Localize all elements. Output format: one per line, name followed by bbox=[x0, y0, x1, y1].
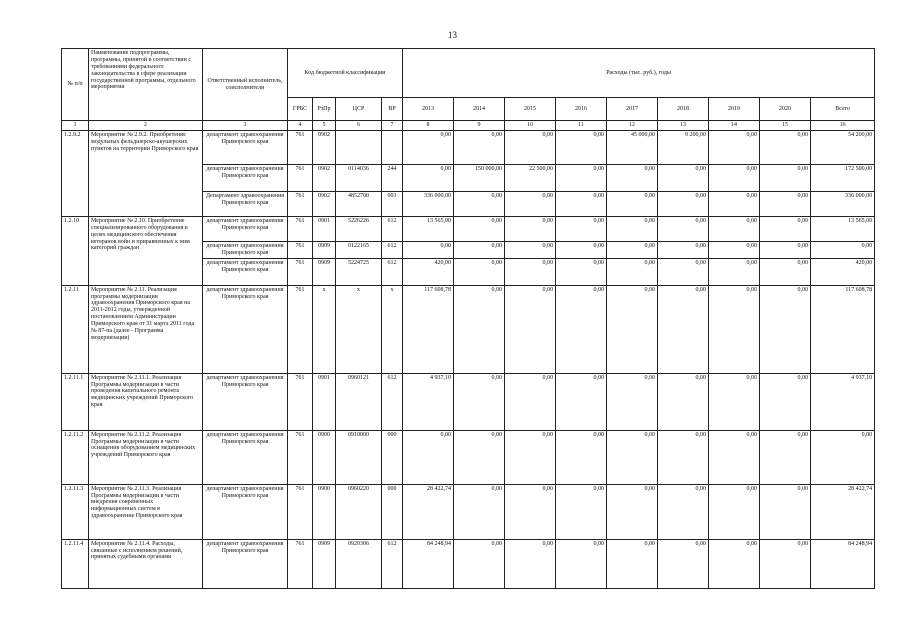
header-year: 2016 bbox=[556, 98, 607, 121]
row-rzpr: 0900 bbox=[313, 484, 336, 539]
table-row bbox=[62, 216, 875, 241]
row-year-value: 0,00 bbox=[607, 539, 658, 588]
header-year: 2017 bbox=[607, 98, 658, 121]
header-year: 2015 bbox=[505, 98, 556, 121]
row-total: 13 565,00 bbox=[811, 216, 875, 241]
row-year-value: 0,00 bbox=[760, 373, 811, 430]
row-year-value: 0,00 bbox=[454, 373, 505, 430]
column-number: 4 bbox=[288, 121, 313, 131]
row-grbs: 761 bbox=[288, 241, 313, 258]
row-year-value: 0,00 bbox=[556, 191, 607, 216]
row-year-value: 9 200,00 bbox=[658, 130, 709, 164]
header-year: 2013 bbox=[403, 98, 454, 121]
row-year-value: 0,00 bbox=[607, 164, 658, 191]
header-expenses: Расходы (тыс. руб.), годы bbox=[403, 49, 875, 98]
row-year-value: 0,00 bbox=[658, 216, 709, 241]
row-year-value: 0,00 bbox=[505, 130, 556, 164]
row-year-value: 0,00 bbox=[658, 430, 709, 484]
row-rzpr: 0902 bbox=[313, 130, 336, 164]
row-year-value: 0,00 bbox=[760, 241, 811, 258]
row-number: 1.2.11.3 bbox=[62, 484, 89, 539]
row-grbs: 761 bbox=[288, 484, 313, 539]
row-vr: 244 bbox=[382, 164, 403, 191]
row-year-value: 0,00 bbox=[658, 258, 709, 285]
row-year-value: 0,00 bbox=[505, 191, 556, 216]
row-year-value: 0,00 bbox=[505, 285, 556, 373]
row-csr: 0960220 bbox=[336, 484, 382, 539]
table-row bbox=[62, 430, 875, 484]
row-number: 1.2.11.1 bbox=[62, 373, 89, 430]
column-number: 13 bbox=[658, 121, 709, 131]
row-year-value: 0,00 bbox=[760, 539, 811, 588]
header-budget-code: Код бюджетной классификации bbox=[288, 49, 403, 98]
row-year-value: 0,00 bbox=[454, 258, 505, 285]
row-rzpr: 0909 bbox=[313, 241, 336, 258]
row-year-value: 0,00 bbox=[403, 130, 454, 164]
row-year-value: 0,00 bbox=[658, 241, 709, 258]
row-csr: 0910000 bbox=[336, 430, 382, 484]
column-number: 9 bbox=[454, 121, 505, 131]
row-vr: 612 bbox=[382, 373, 403, 430]
row-csr: 0114036 bbox=[336, 164, 382, 191]
row-year-value: 0,00 bbox=[403, 241, 454, 258]
row-responsible: департамент здравоохранения Приморского края bbox=[203, 539, 288, 588]
row-grbs: 761 bbox=[288, 430, 313, 484]
header-num: № п/п bbox=[62, 49, 89, 121]
row-responsible: департамент здравоохранения Приморского края bbox=[203, 216, 288, 241]
page-number: 13 bbox=[448, 30, 457, 40]
row-name: Мероприятие № 2.11.4. Расходы, связанные с исполнением решений, принятых судебными органами bbox=[89, 539, 203, 588]
row-year-value: 0,00 bbox=[454, 191, 505, 216]
row-year-value: 0,00 bbox=[454, 484, 505, 539]
row-year-value: 0,00 bbox=[709, 164, 760, 191]
row-year-value: 0,00 bbox=[556, 164, 607, 191]
row-responsible: департамент здравоохранения Приморского края bbox=[203, 484, 288, 539]
header-year: 2020 bbox=[760, 98, 811, 121]
row-rzpr: 0902 bbox=[313, 164, 336, 191]
row-year-value: 0,00 bbox=[709, 130, 760, 164]
row-year-value: 0,00 bbox=[658, 373, 709, 430]
row-year-value: 150 000,00 bbox=[454, 164, 505, 191]
column-number: 11 bbox=[556, 121, 607, 131]
row-year-value: 0,00 bbox=[607, 258, 658, 285]
table-row bbox=[62, 539, 875, 588]
row-year-value: 117 608,78 bbox=[403, 285, 454, 373]
row-year-value: 0,00 bbox=[607, 484, 658, 539]
row-vr bbox=[382, 130, 403, 164]
column-number: 15 bbox=[760, 121, 811, 131]
row-year-value: 336 000,00 bbox=[403, 191, 454, 216]
row-year-value: 0,00 bbox=[505, 241, 556, 258]
row-vr: 612 bbox=[382, 539, 403, 588]
row-year-value: 0,00 bbox=[658, 484, 709, 539]
table-row bbox=[62, 285, 875, 373]
row-year-value: 0,00 bbox=[505, 430, 556, 484]
row-year-value: 0,00 bbox=[709, 539, 760, 588]
row-year-value: 0,00 bbox=[658, 164, 709, 191]
row-number: 1.2.10 bbox=[62, 216, 89, 285]
row-responsible: департамент здравоохранения Приморского края bbox=[203, 164, 288, 191]
row-csr: 0920306 bbox=[336, 539, 382, 588]
row-grbs: 761 bbox=[288, 539, 313, 588]
row-grbs: 761 bbox=[288, 130, 313, 164]
row-csr: 5224725 bbox=[336, 258, 382, 285]
row-vr: х bbox=[382, 285, 403, 373]
row-total: 0,00 bbox=[811, 430, 875, 484]
row-responsible: департамент здравоохранения Приморского края bbox=[203, 373, 288, 430]
row-year-value: 0,00 bbox=[556, 241, 607, 258]
row-year-value: 28 422,74 bbox=[403, 484, 454, 539]
row-year-value: 0,00 bbox=[505, 484, 556, 539]
header-name: Наименование подпрограммы, программы, принятой в соответствии с требованиями федерального законодательства в сфере реализации государственной программы, отдельного мероприятия bbox=[89, 49, 203, 121]
row-total: 117 608,78 bbox=[811, 285, 875, 373]
row-year-value: 0,00 bbox=[454, 130, 505, 164]
row-year-value: 0,00 bbox=[607, 373, 658, 430]
row-year-value: 0,00 bbox=[454, 285, 505, 373]
row-year-value: 0,00 bbox=[760, 130, 811, 164]
row-number: 1.2.11 bbox=[62, 285, 89, 373]
column-number: 3 bbox=[203, 121, 288, 131]
row-rzpr: 0901 bbox=[313, 216, 336, 241]
header-rzpr: РзПр bbox=[313, 98, 336, 121]
row-year-value: 0,00 bbox=[760, 164, 811, 191]
row-grbs: 761 bbox=[288, 373, 313, 430]
row-responsible: департамент здравоохранения Приморского края bbox=[203, 241, 288, 258]
row-vr: 000 bbox=[382, 430, 403, 484]
row-year-value: 0,00 bbox=[454, 241, 505, 258]
row-name: Мероприятие № 2.11.2. Реализация Программы модернизации в части оснащения оборудованием медицинских учреждений Приморского края bbox=[89, 430, 203, 484]
row-year-value: 0,00 bbox=[403, 164, 454, 191]
row-year-value: 0,00 bbox=[760, 430, 811, 484]
row-rzpr: 0909 bbox=[313, 539, 336, 588]
row-rzpr: 0901 bbox=[313, 373, 336, 430]
row-year-value: 22 500,00 bbox=[505, 164, 556, 191]
column-number: 5 bbox=[313, 121, 336, 131]
row-number: 1.2.11.2 bbox=[62, 430, 89, 484]
column-number: 12 bbox=[607, 121, 658, 131]
row-year-value: 0,00 bbox=[556, 539, 607, 588]
row-name: Мероприятие № 2.11.1. Реализация Программы модернизации в части проведения капитального ремонта медицинских учреждений Приморского края bbox=[89, 373, 203, 430]
row-year-value: 0,00 bbox=[505, 539, 556, 588]
row-name: Мероприятие № 2.9.2. Приобретение модульных фельдшерско-акушерских пунктов на территории Приморского края bbox=[89, 130, 203, 216]
row-year-value: 84 248,94 bbox=[403, 539, 454, 588]
table-row bbox=[62, 373, 875, 430]
row-year-value: 0,00 bbox=[760, 484, 811, 539]
row-responsible: Департамент здравоохранения Приморского края bbox=[203, 191, 288, 216]
row-total: 28 422,74 bbox=[811, 484, 875, 539]
row-year-value: 0,00 bbox=[658, 539, 709, 588]
row-year-value: 0,00 bbox=[607, 430, 658, 484]
row-year-value: 0,00 bbox=[709, 484, 760, 539]
row-year-value: 0,00 bbox=[556, 258, 607, 285]
header-year: Всего bbox=[811, 98, 875, 121]
row-csr: 0122165 bbox=[336, 241, 382, 258]
row-year-value: 0,00 bbox=[658, 191, 709, 216]
row-year-value: 0,00 bbox=[454, 216, 505, 241]
row-responsible: департамент здравоохранения Приморского края bbox=[203, 430, 288, 484]
row-year-value: 0,00 bbox=[454, 430, 505, 484]
row-grbs: 761 bbox=[288, 191, 313, 216]
row-csr: 4852700 bbox=[336, 191, 382, 216]
row-csr bbox=[336, 130, 382, 164]
row-year-value: 0,00 bbox=[607, 191, 658, 216]
row-responsible: департамент здравоохранения Приморского края bbox=[203, 285, 288, 373]
row-year-value: 0,00 bbox=[607, 285, 658, 373]
row-responsible: департамент здравоохранения Приморского края bbox=[203, 130, 288, 164]
row-year-value: 0,00 bbox=[760, 285, 811, 373]
column-number: 8 bbox=[403, 121, 454, 131]
row-year-value: 0,00 bbox=[658, 285, 709, 373]
row-vr: 612 bbox=[382, 216, 403, 241]
table-row bbox=[62, 484, 875, 539]
row-name: Мероприятие № 2.11.3. Реализация Программы модернизации в части внедрения современных информационных систем в здравоохранение Приморского края bbox=[89, 484, 203, 539]
row-total: 84 248,94 bbox=[811, 539, 875, 588]
row-rzpr: 0902 bbox=[313, 191, 336, 216]
row-year-value: 0,00 bbox=[556, 216, 607, 241]
column-number: 7 bbox=[382, 121, 403, 131]
row-csr: 0960121 bbox=[336, 373, 382, 430]
row-total: 172 500,00 bbox=[811, 164, 875, 191]
row-total: 54 200,00 bbox=[811, 130, 875, 164]
table-row bbox=[62, 130, 875, 164]
row-year-value: 0,00 bbox=[709, 191, 760, 216]
column-number: 2 bbox=[89, 121, 203, 131]
row-total: 420,00 bbox=[811, 258, 875, 285]
header-responsible: Ответственный исполнитель, соисполнители bbox=[203, 49, 288, 121]
column-number: 14 bbox=[709, 121, 760, 131]
row-year-value: 0,00 bbox=[556, 430, 607, 484]
column-number: 10 bbox=[505, 121, 556, 131]
row-total: 4 937,10 bbox=[811, 373, 875, 430]
row-number: 1.2.11.4 bbox=[62, 539, 89, 588]
row-name: Мероприятие № 2.11. Реализация программы модернизации здравоохранения Приморского края на 2011-2012 годы, утвержденной постановлением Администрации Приморского края от 31 марта 2011 года № 87-па (далее - Программа модернизации) bbox=[89, 285, 203, 373]
row-year-value: 420,00 bbox=[403, 258, 454, 285]
header-vr: ВР bbox=[382, 98, 403, 121]
row-responsible: департамент здравоохранения Приморского края bbox=[203, 258, 288, 285]
row-grbs: 761 bbox=[288, 164, 313, 191]
header-year: 2019 bbox=[709, 98, 760, 121]
row-year-value: 0,00 bbox=[556, 285, 607, 373]
row-grbs: 761 bbox=[288, 216, 313, 241]
row-total: 0,00 bbox=[811, 241, 875, 258]
header-year: 2014 bbox=[454, 98, 505, 121]
column-number: 1 bbox=[62, 121, 89, 131]
row-rzpr: х bbox=[313, 285, 336, 373]
row-csr: 5226226 bbox=[336, 216, 382, 241]
row-csr: х bbox=[336, 285, 382, 373]
row-name: Мероприятие № 2.10. Приобретение специализированного оборудования в целях медицинского обеспечения ветеранов войн и приравненных к ним категорий граждан bbox=[89, 216, 203, 285]
row-year-value: 0,00 bbox=[556, 484, 607, 539]
row-total: 336 000,00 bbox=[811, 191, 875, 216]
row-year-value: 0,00 bbox=[556, 130, 607, 164]
row-year-value: 0,00 bbox=[607, 216, 658, 241]
row-year-value: 0,00 bbox=[709, 430, 760, 484]
row-rzpr: 0909 bbox=[313, 258, 336, 285]
row-year-value: 0,00 bbox=[760, 258, 811, 285]
row-year-value: 0,00 bbox=[505, 373, 556, 430]
row-vr: 003 bbox=[382, 191, 403, 216]
row-number: 1.2.9.2 bbox=[62, 130, 89, 216]
row-year-value: 0,00 bbox=[709, 373, 760, 430]
header-grbs: ГРБС bbox=[288, 98, 313, 121]
row-vr: 612 bbox=[382, 241, 403, 258]
row-year-value: 0,00 bbox=[760, 191, 811, 216]
row-year-value: 45 000,00 bbox=[607, 130, 658, 164]
row-year-value: 0,00 bbox=[556, 373, 607, 430]
row-year-value: 13 565,00 bbox=[403, 216, 454, 241]
row-year-value: 0,00 bbox=[403, 430, 454, 484]
row-year-value: 0,00 bbox=[760, 216, 811, 241]
row-vr: 612 bbox=[382, 258, 403, 285]
header-csr: ЦСР bbox=[336, 98, 382, 121]
row-year-value: 4 937,10 bbox=[403, 373, 454, 430]
row-rzpr: 0900 bbox=[313, 430, 336, 484]
column-number: 6 bbox=[336, 121, 382, 131]
row-year-value: 0,00 bbox=[709, 285, 760, 373]
row-year-value: 0,00 bbox=[709, 241, 760, 258]
column-number: 16 bbox=[811, 121, 875, 131]
budget-table bbox=[61, 48, 875, 589]
row-year-value: 0,00 bbox=[709, 216, 760, 241]
row-grbs: 761 bbox=[288, 258, 313, 285]
row-vr: 000 bbox=[382, 484, 403, 539]
row-year-value: 0,00 bbox=[505, 258, 556, 285]
row-grbs: 761 bbox=[288, 285, 313, 373]
header-year: 2018 bbox=[658, 98, 709, 121]
row-year-value: 0,00 bbox=[454, 539, 505, 588]
row-year-value: 0,00 bbox=[607, 241, 658, 258]
row-year-value: 0,00 bbox=[505, 216, 556, 241]
row-year-value: 0,00 bbox=[709, 258, 760, 285]
